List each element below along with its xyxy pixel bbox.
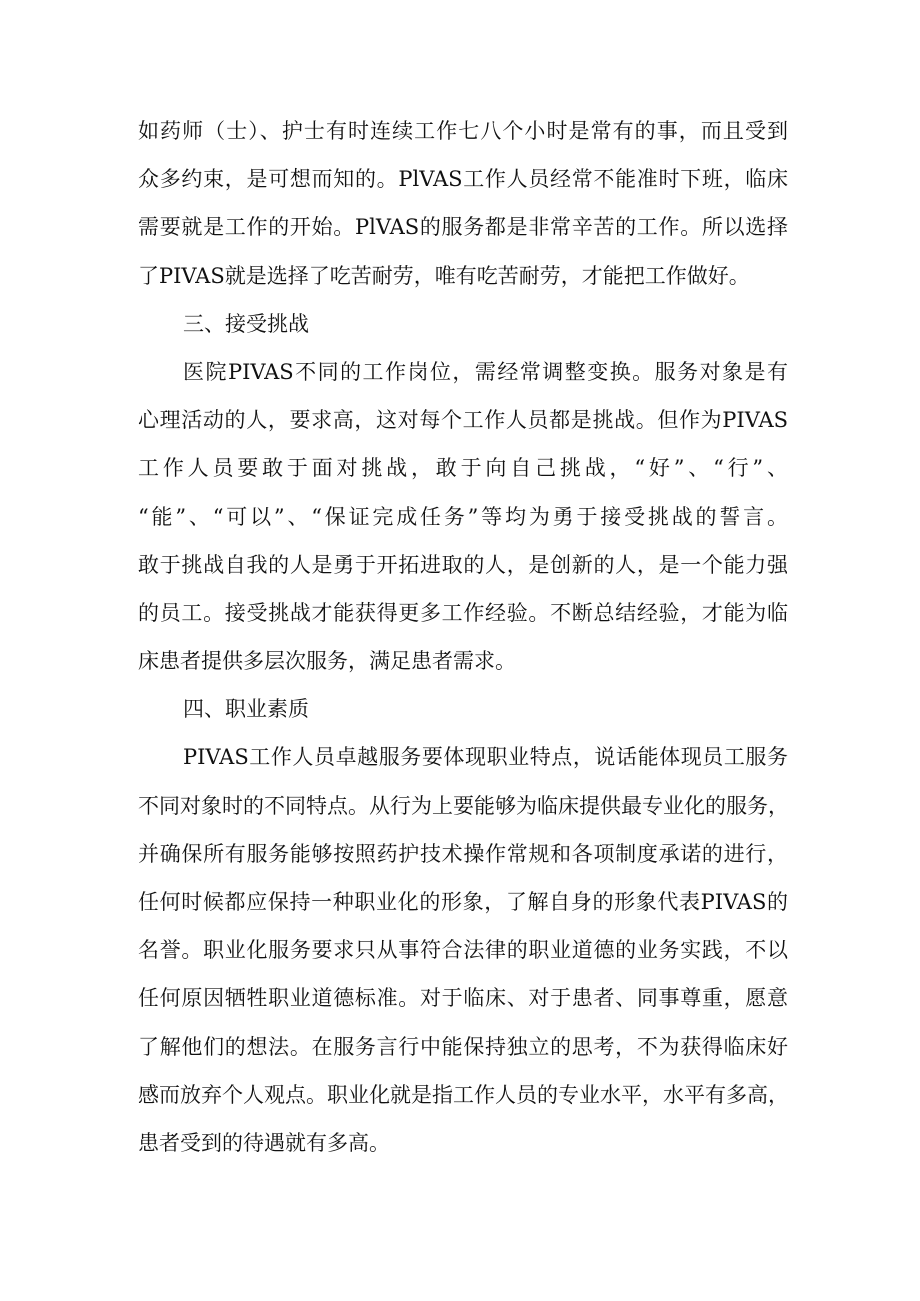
text-line: 了PIVAS就是选择了吃苦耐劳，唯有吃苦耐劳，才能把工作做好。 [138,263,750,288]
text-line: 名誉。职业化服务要求只从事符合法律的职业道德的业务实践，不以 [138,938,788,963]
text-line: “能”、“可以”、“保证完成任务”等均为勇于接受挑战的誓言。 [138,504,788,529]
text-line: 工作人员要敢于面对挑战，敢于向自己挑战，“好”、“行”、 [138,456,788,481]
text-line: 如药师（士）、护士有时连续工作七八个小时是常有的事，而且受到 [138,119,788,143]
text-line: 床患者提供多层次服务，满足患者需求。 [138,649,516,674]
text-line: PIVAS工作人员卓越服务要体现职业特点，说话能体现员工服务 [183,745,788,770]
text-line: 任何时候都应保持一种职业化的形象，了解自身的形象代表PIVAS的 [138,890,788,914]
text-line: 患者受到的待遇就有多高。 [138,1130,390,1155]
text-line: 三、接受挑战 [183,311,309,336]
text-line: 的员工。接受挑战才能获得更多工作经验。不断总结经验，才能为临 [138,600,788,625]
text-line: 敢于挑战自我的人是勇于开拓进取的人，是创新的人，是一个能力强 [138,552,788,577]
text-line: 感而放弃个人观点。职业化就是指工作人员的专业水平，水平有多高， [138,1082,789,1107]
text-line: 了解他们的想法。在服务言行中能保持独立的思考，不为获得临床好 [138,1034,788,1059]
text-line: 不同对象时的不同特点。从行为上要能够为临床提供最专业化的服务， [138,793,789,818]
text-line: 并确保所有服务能够按照药护技术操作常规和各项制度承诺的进行， [138,841,788,866]
text-line: 任何原因牺牲职业道德标准。对于临床、对于患者、同事尊重，愿意 [138,986,788,1011]
text-line: 众多约束，是可想而知的。PlVAS工作人员经常不能准时下班，临床 [138,167,788,192]
text-line: 四、职业素质 [183,697,309,722]
text-line: 心理活动的人，要求高，这对每个工作人员都是挑战。但作为PIVAS [138,408,788,433]
text-line: 需要就是工作的开始。PlVAS的服务都是非常辛苦的工作。所以选择 [138,215,788,240]
text-line: 医院PIVAS不同的工作岗位，需经常调整变换。服务对象是有 [183,359,788,384]
document-body [138,107,788,1167]
